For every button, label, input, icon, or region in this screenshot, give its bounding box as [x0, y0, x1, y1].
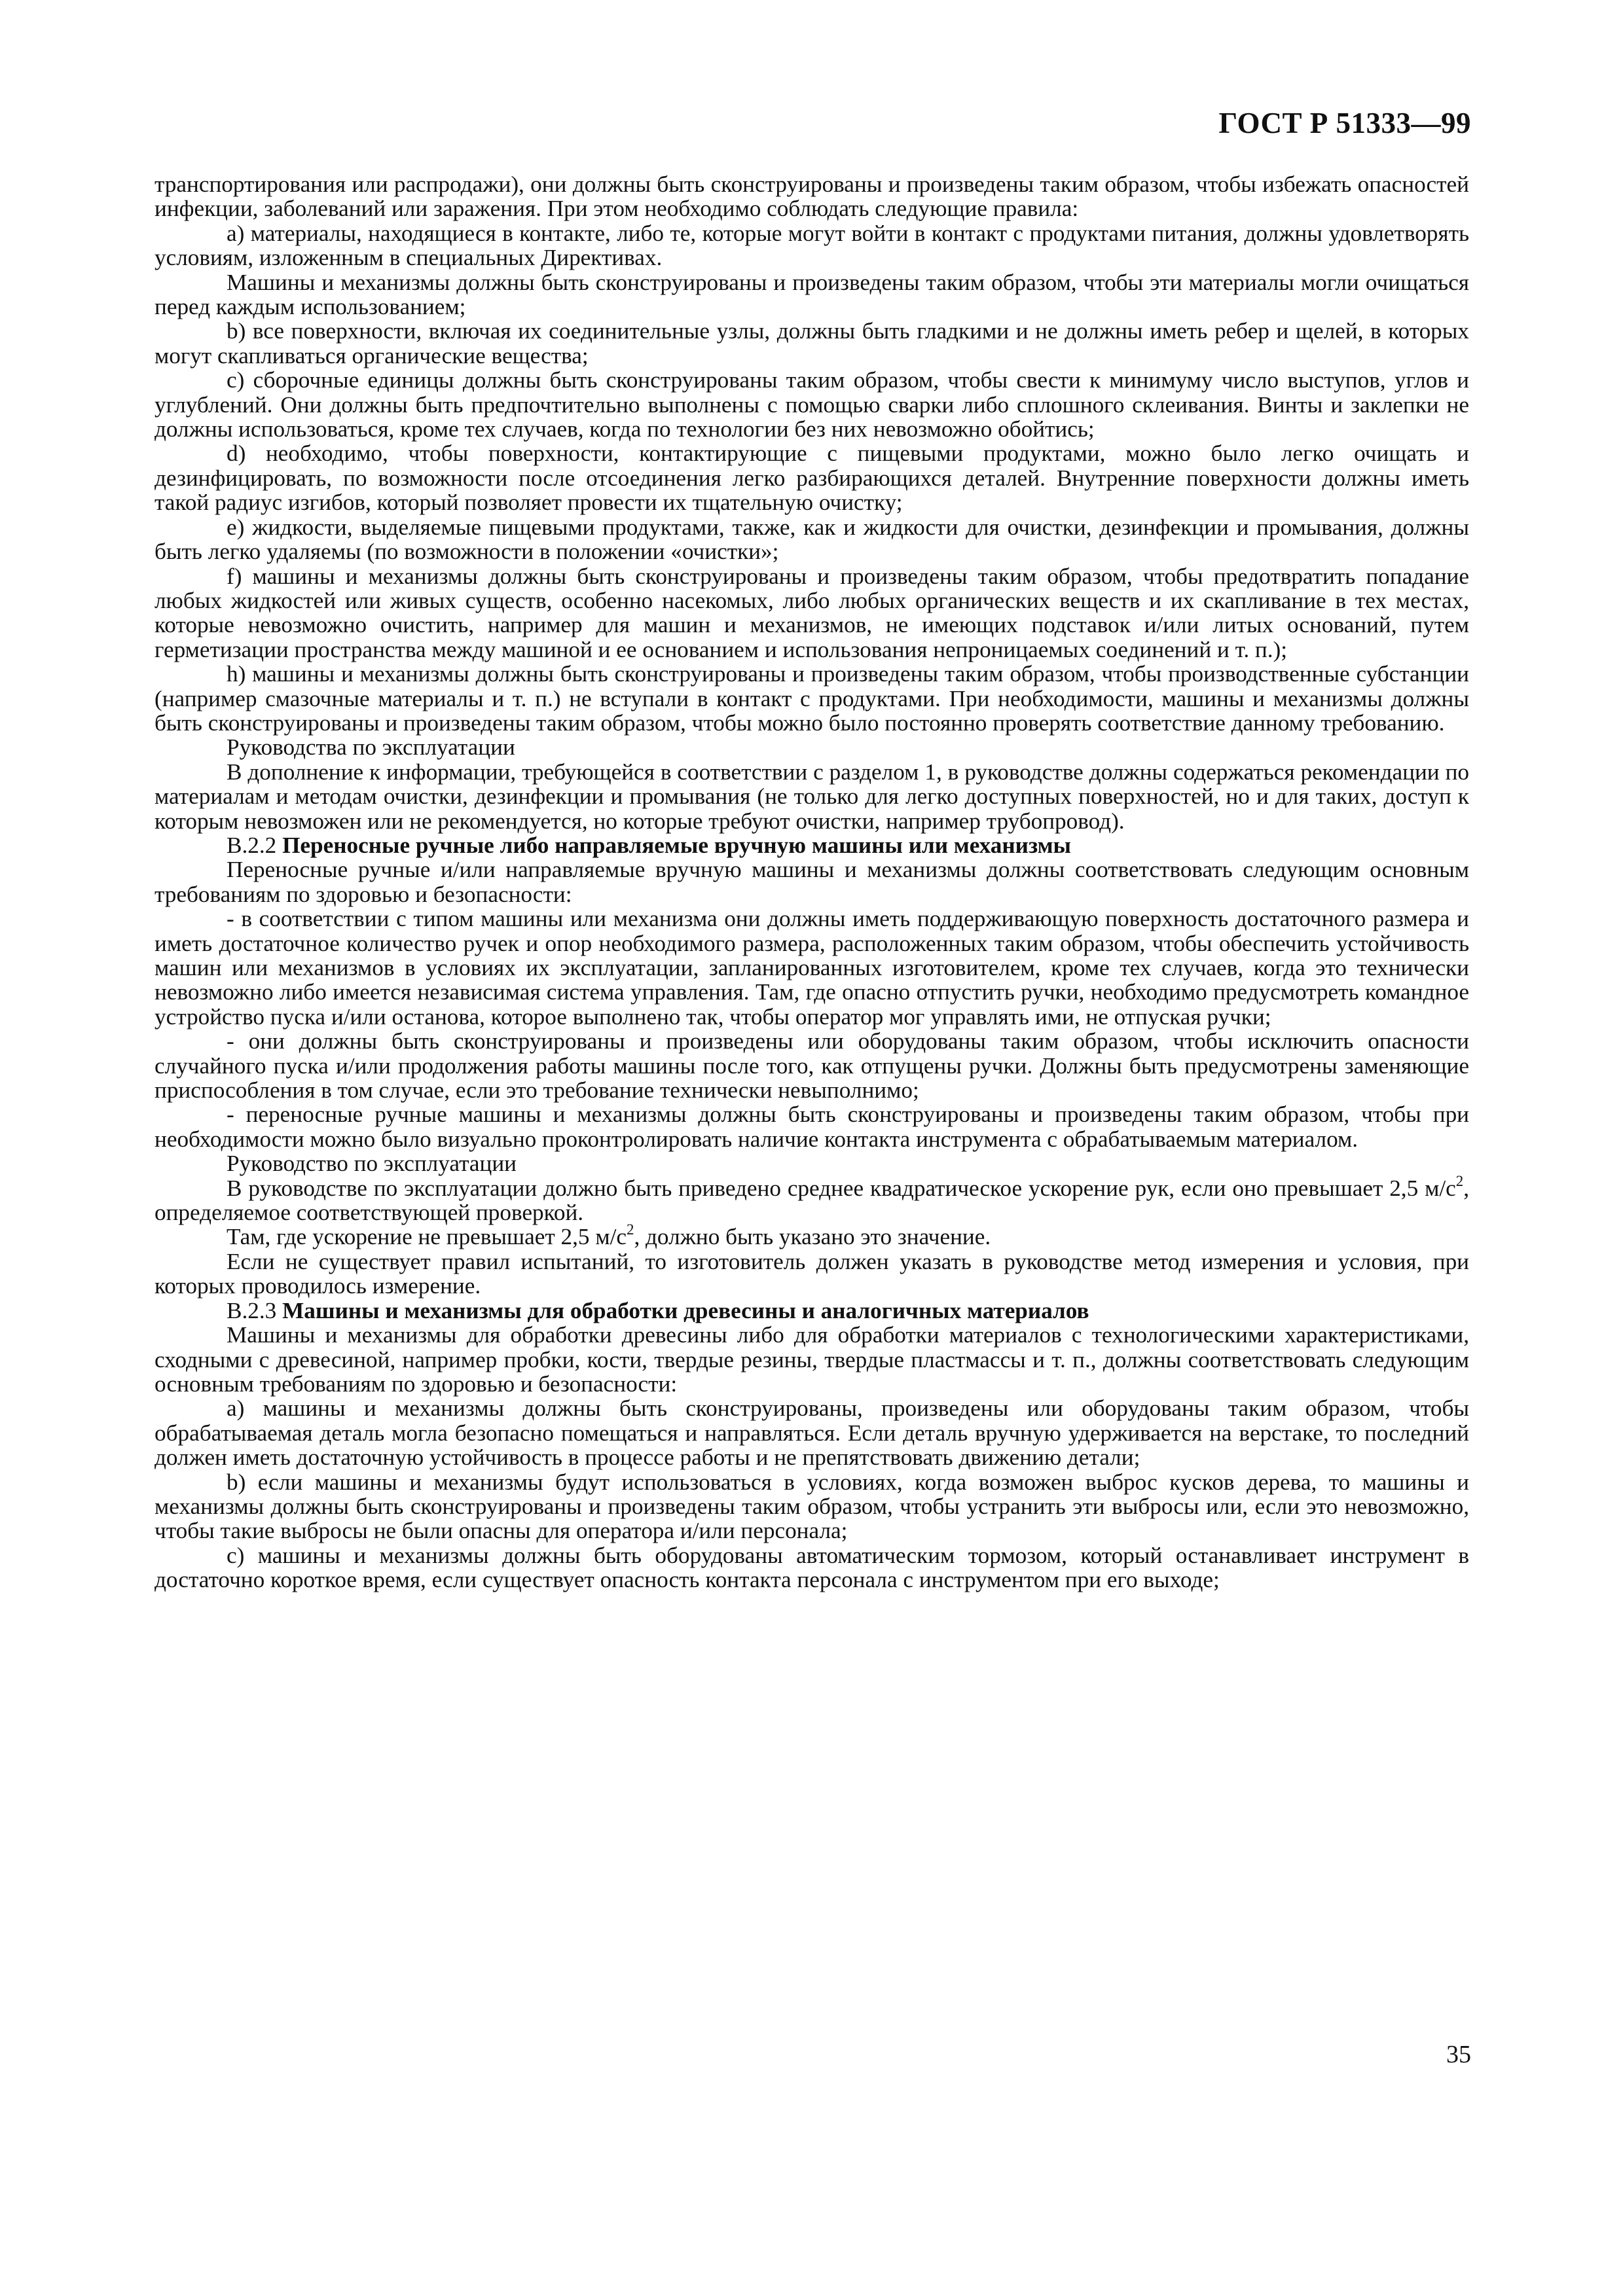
section-title: Машины и механизмы для обработки древесины и аналогичных материалов [282, 1297, 1089, 1323]
section-title: Переносные ручные либо направляемые вручную машины или механизмы [282, 832, 1072, 858]
section-number: В.2.3 [227, 1297, 277, 1323]
paragraph: Машины и механизмы должны быть сконструированы и произведены таким образом, чтобы эти материалы могли очищаться перед каждым использованием; [155, 269, 1469, 320]
dash-item: - в соответствии с типом машины или механизма они должны иметь поддерживающую поверхность достаточного размера и иметь достаточное количество ручек и опор необходимого размера, расположенных таким образом, чтобы обеспечить устойчивость машин или механизмов в условиях их эксплуатации, запланированных изготовителем, кроме тех случаев, когда это технически невозможно либо имеется независимая система управления. Там, где опасно отпустить ручки, необходимо предусмотреть командное устройство пуска и/или останова, которое выполнено так, чтобы оператор мог управлять ими, не отпуская ручки; [155, 906, 1469, 1030]
list-item-f: f) машины и механизмы должны быть сконструированы и произведены таким образом, чтобы предотвратить попадание любых жидкостей или живых существ, особенно насекомых, либо любых органических веществ и их скапливание в тех местах, которые невозможно очистить, например для машин и механизмов, не имеющих подставок и/или литых оснований, путем герметизации пространства между машиной и ее основанием и использования непроницаемых соединений и т. п.); [155, 563, 1469, 662]
list-item-h: h) машины и механизмы должны быть сконструированы и произведены таким образом, чтобы производственные субстанции (например смазочные материалы и т. п.) не вступали в контакт с продуктами. При необходимости, машины и механизмы должны быть сконструированы и произведены таким образом, чтобы можно было постоянно проверять соответствие данному требованию. [155, 661, 1469, 736]
list-item-b: b) все поверхности, включая их соединительные узлы, должны быть гладкими и не должны иметь ребер и щелей, в которых могут скапливаться органические вещества; [155, 318, 1469, 368]
text-run: Там, где ускорение не превышает 2,5 м/с [227, 1224, 627, 1250]
paragraph-vibration-limit [155, 1221, 1469, 1250]
subheading-manuals: Руководства по эксплуатации [227, 734, 515, 761]
list-item-c: c) машины и механизмы должны быть оборудованы автоматическим тормозом, который останавливает инструмент в достаточно короткое время, если существует опасность контакта персонала с инструментом при его выходе; [155, 1542, 1469, 1593]
section-heading-b22 [155, 833, 1469, 857]
section-heading-b23 [155, 1299, 1469, 1323]
subheading-manual: Руководство по эксплуатации [227, 1151, 517, 1177]
paragraph: Машины и механизмы для обработки древесины либо для обработки материалов с технологическими характеристиками, сходными с древесиной, например пробки, кости, твердые резины, твердые пластмассы и т. п., должны соответствовать следующим основным требованиям по здоровью и безопасности: [155, 1322, 1469, 1397]
body-text [155, 172, 1469, 1592]
document-id-header: ГОСТ Р 51333—99 [1218, 107, 1471, 139]
list-item-d: d) необходимо, чтобы поверхности, контактирующие с пищевыми продуктами, можно было легко очищать и дезинфицировать, по возможности после отсоединения легко разбирающихся деталей. Внутренние поверхности должны иметь такой радиус изгибов, который позволяет провести их тщательную очистку; [155, 440, 1469, 516]
list-item-e: e) жидкости, выделяемые пищевыми продуктами, также, как и жидкости для очистки, дезинфекции и промывания, должны быть легко удаляемы (по возможности в положении «очистки»; [155, 514, 1469, 565]
superscript: 2 [1455, 1172, 1464, 1189]
list-item-a: a) машины и механизмы должны быть сконструированы, произведены или оборудованы таким образом, чтобы обрабатываемая деталь могла безопасно помещаться и направляться. Если деталь вручную удерживается на верстаке, то последний должен иметь достаточную устойчивость в процессе работы и не препятствовать движению детали; [155, 1395, 1469, 1471]
paragraph: Переносные ручные и/или направляемые вручную машины и механизмы должны соответствовать следующим основным требованиям по здоровью и безопасности: [155, 857, 1469, 907]
list-item-c: c) сборочные единицы должны быть сконструированы таким образом, чтобы свести к минимуму число выступов, углов и углублений. Они должны быть предпочтительно выполнены с помощью сварки либо сплошного склеивания. Винты и заклепки не должны использоваться, кроме тех случаев, когда по технологии без них невозможно обойтись; [155, 367, 1469, 442]
page-number: 35 [1446, 2041, 1471, 2068]
section-number: В.2.2 [227, 832, 277, 858]
paragraph: В дополнение к информации, требующейся в соответствии с разделом 1, в руководстве должны содержаться рекомендации по материалам и методам очистки, дезинфекции и промывания (не только для легко доступных поверхностей, но и для таких, доступ к которым невозможен или не рекомендуется, но которые требуют очистки, например трубопровод). [155, 759, 1469, 834]
text-run: , определяемое соответствующей проверкой. [155, 1175, 1469, 1226]
text-run: , должно быть указано это значение. [634, 1224, 991, 1250]
dash-item: - они должны быть сконструированы и произведены или оборудованы таким образом, чтобы исключить опасности случайного пуска и/или продолжения работы машины после того, как отпущены ручки. Должны быть предусмотрены заменяющие приспособления в том случае, если это требование технически невыполнимо; [155, 1028, 1469, 1103]
paragraph: Если не существует правил испытаний, то изготовитель должен указать в руководстве метод измерения и условия, при которых проводилось измерение. [155, 1248, 1469, 1299]
dash-item: - переносные ручные машины и механизмы должны быть сконструированы и произведены таким образом, чтобы при необходимости можно было визуально проконтролировать наличие контакта инструмента с обрабатываемым материалом. [155, 1102, 1469, 1152]
superscript: 2 [627, 1221, 634, 1238]
text-run: В руководстве по эксплуатации должно быть приведено среднее квадратическое ускорение рук, если оно превышает 2,5 м/с [227, 1175, 1456, 1201]
paragraph-vibration [155, 1172, 1469, 1226]
paragraph: транспортирования или распродажи), они должны быть сконструированы и произведены таким образом, чтобы избежать опасностей инфекции, заболеваний или заражения. При этом необходимо соблюдать следующие правила: [155, 171, 1469, 222]
list-item-b: b) если машины и механизмы будут использоваться в условиях, когда возможен выброс кусков дерева, то машины и механизмы должны быть сконструированы и произведены таким образом, чтобы устранить эти выбросы или, если это невозможно, чтобы такие выбросы не были опасны для оператора и/или персонала; [155, 1469, 1469, 1544]
list-item-a: a) материалы, находящиеся в контакте, либо те, которые могут войти в контакт с продуктами питания, должны удовлетворять условиям, изложенным в специальных Директивах. [155, 220, 1469, 271]
